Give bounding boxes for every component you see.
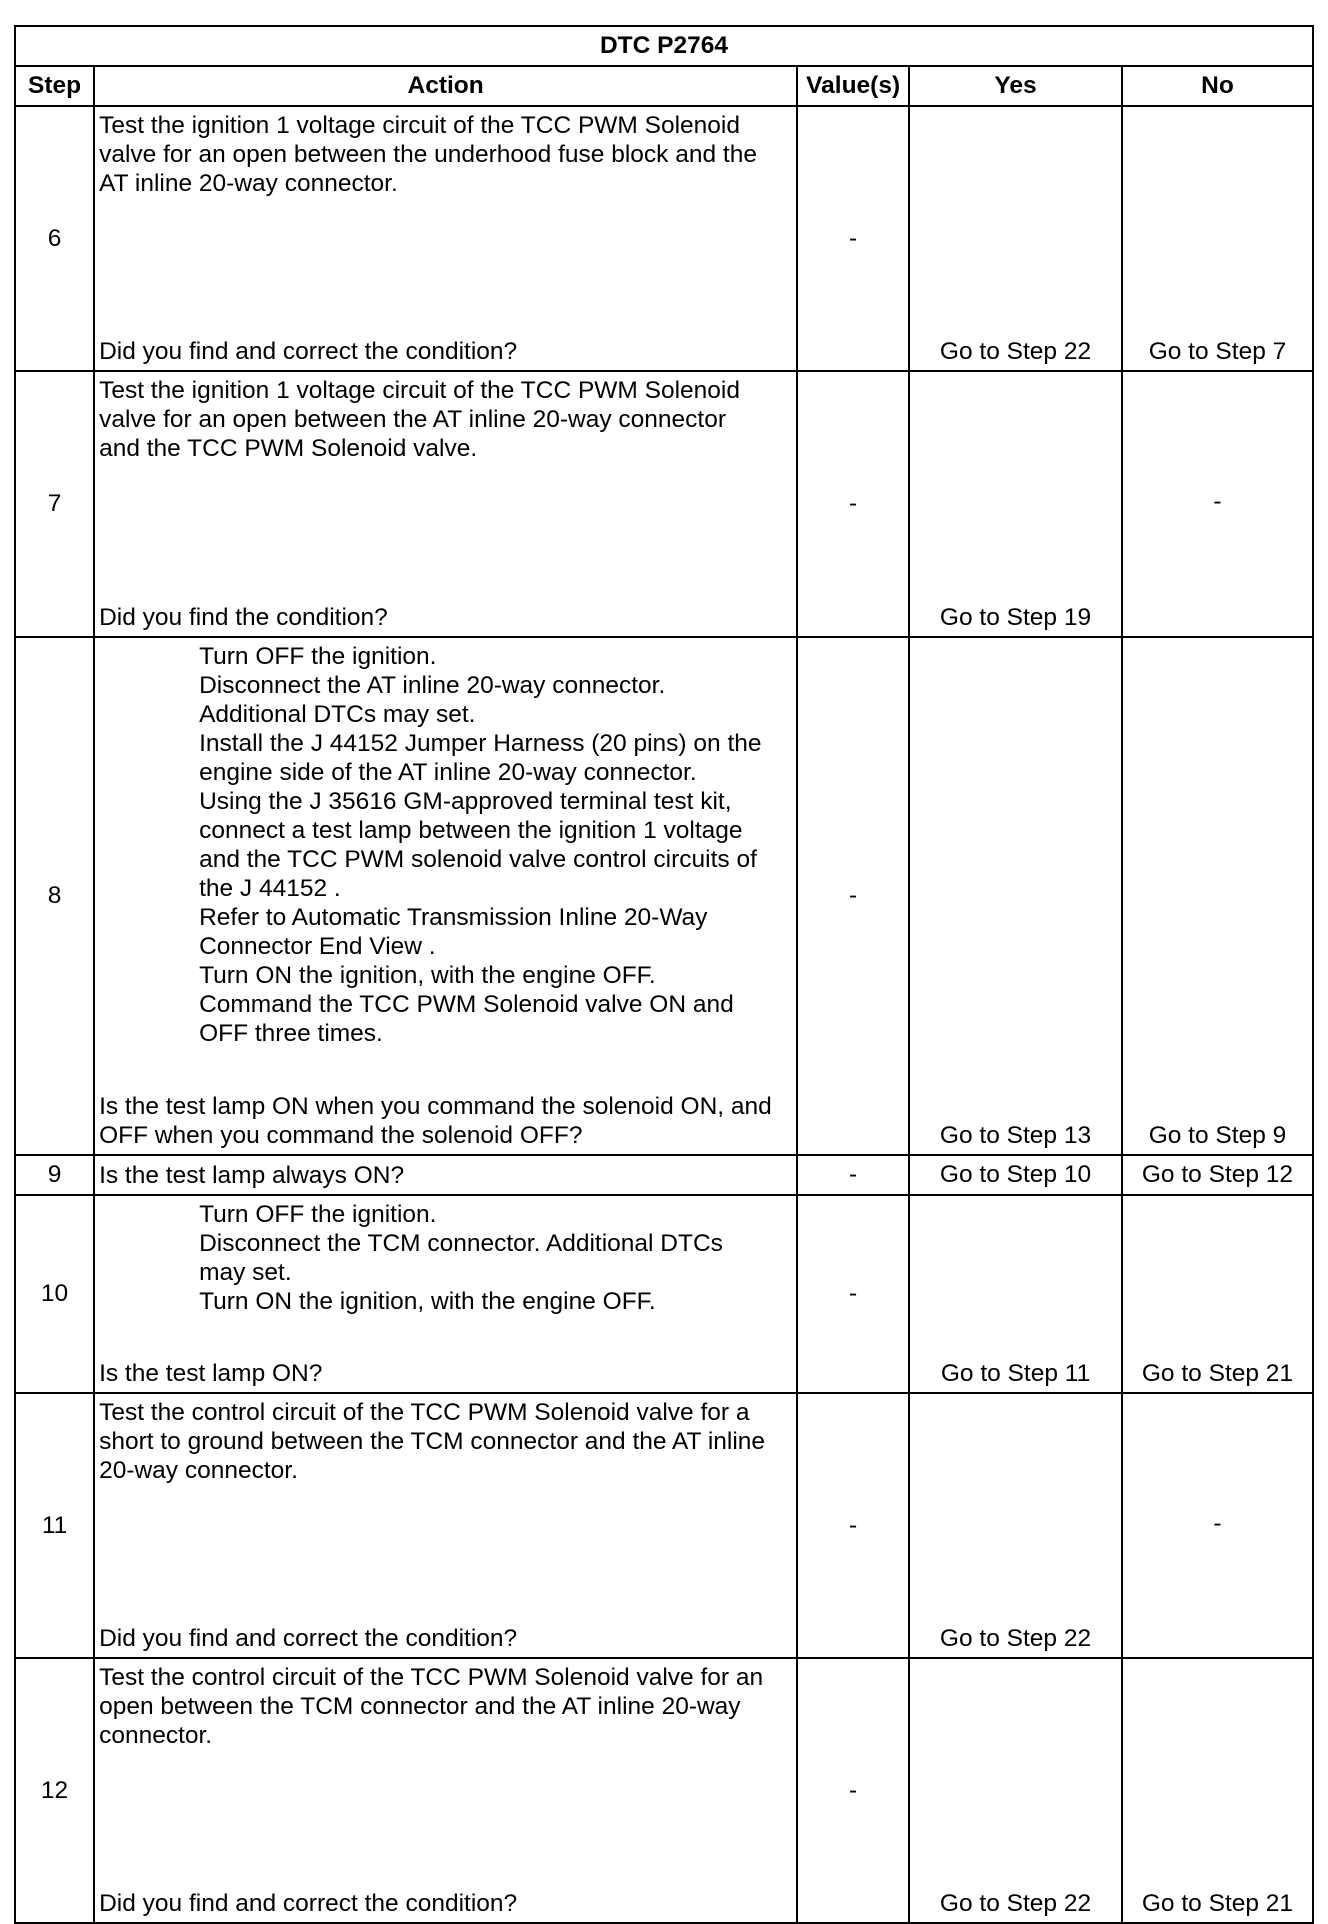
diagnostic-table: [14, 25, 1314, 1924]
action-cell: [94, 1155, 797, 1195]
action-cell: [94, 1393, 797, 1658]
no-cell: -: [1122, 371, 1313, 637]
yes-cell: Go to Step 22: [909, 106, 1122, 371]
table-title: DTC P2764: [15, 26, 1313, 66]
action-cell: [94, 637, 797, 1155]
yes-cell: Go to Step 22: [909, 1658, 1122, 1923]
step-number: 8: [15, 637, 94, 1155]
no-cell: Go to Step 21: [1122, 1195, 1313, 1393]
no-cell: Go to Step 21: [1122, 1658, 1313, 1923]
title-row: [15, 26, 1313, 66]
no-cell: -: [1122, 1393, 1313, 1658]
action-text: Test the ignition 1 voltage circuit of the TCC PWM Solenoid valve for an open between the underhood fuse block and the AT inline 20-way connector.: [99, 112, 757, 197]
step-number: 9: [15, 1155, 94, 1195]
table-row: [15, 371, 1313, 637]
action-cell: [94, 371, 797, 637]
yes-cell: Go to Step 11: [909, 1195, 1122, 1393]
value-cell: -: [797, 1658, 909, 1923]
table-row: [15, 1393, 1313, 1658]
action-cell: [94, 1658, 797, 1923]
action-steps: Turn OFF the ignition. Disconnect the AT inline 20-way connector. Additional DTCs may set. Install the J 44152 Jumper Harness (20 pins) on the engine side of the AT inline 20-way connector. Using the J 35616 GM-approved terminal test kit, connect a test lamp between the ignition 1 voltage and the TCC PWM solenoid valve control circuits of the J 44152 . Refer to Automatic Transmission Inline 20-Way Connector End View . Turn ON the ignition, with the engine OFF. Command the TCC PWM Solenoid valve ON and OFF three times.: [199, 643, 762, 1047]
yes-cell: Go to Step 22: [909, 1393, 1122, 1658]
action-steps: Turn OFF the ignition. Disconnect the TCM connector. Additional DTCs may set. Turn ON the ignition, with the engine OFF.: [199, 1201, 723, 1315]
table-row: [15, 637, 1313, 1155]
step-number: 7: [15, 371, 94, 637]
action-cell: [94, 1195, 797, 1393]
step-number: 11: [15, 1393, 94, 1658]
step-number: 10: [15, 1195, 94, 1393]
value-cell: -: [797, 1393, 909, 1658]
value-cell: -: [797, 106, 909, 371]
no-cell: Go to Step 9: [1122, 637, 1313, 1155]
table-row: [15, 1195, 1313, 1393]
header-no: No: [1122, 66, 1313, 106]
action-text: Test the ignition 1 voltage circuit of the TCC PWM Solenoid valve for an open between the AT inline 20-way connector and the TCC PWM Solenoid valve.: [99, 377, 740, 462]
action-question: Is the test lamp ON?: [99, 1360, 323, 1387]
value-cell: -: [797, 371, 909, 637]
step-number: 6: [15, 106, 94, 371]
yes-cell: Go to Step 19: [909, 371, 1122, 637]
step-number: 12: [15, 1658, 94, 1923]
value-cell: -: [797, 637, 909, 1155]
action-question: Is the test lamp always ON?: [99, 1161, 405, 1189]
header-step: Step: [15, 66, 94, 106]
header-row: [15, 66, 1313, 106]
header-values: Value(s): [797, 66, 909, 106]
table-row: [15, 106, 1313, 371]
action-cell: [94, 106, 797, 371]
no-cell: Go to Step 12: [1122, 1155, 1313, 1195]
yes-cell: Go to Step 13: [909, 637, 1122, 1155]
value-cell: -: [797, 1195, 909, 1393]
action-question: Did you find the condition?: [99, 604, 388, 631]
action-question: Did you find and correct the condition?: [99, 338, 518, 365]
action-text: Test the control circuit of the TCC PWM Solenoid valve for a short to ground between the TCM connector and the AT inline 20-way connector.: [99, 1399, 766, 1484]
no-cell: Go to Step 7: [1122, 106, 1313, 371]
yes-cell: Go to Step 10: [909, 1155, 1122, 1195]
action-question: Did you find and correct the condition?: [99, 1890, 518, 1917]
action-question: Did you find and correct the condition?: [99, 1625, 518, 1652]
action-question: Is the test lamp ON when you command the solenoid ON, and OFF when you command the solenoid OFF?: [99, 1093, 772, 1149]
header-action: Action: [94, 66, 797, 106]
table-row: [15, 1658, 1313, 1923]
value-cell: -: [797, 1155, 909, 1195]
header-yes: Yes: [909, 66, 1122, 106]
table-row: [15, 1155, 1313, 1195]
action-text: Test the control circuit of the TCC PWM Solenoid valve for an open between the TCM connector and the AT inline 20-way connector.: [99, 1664, 764, 1749]
